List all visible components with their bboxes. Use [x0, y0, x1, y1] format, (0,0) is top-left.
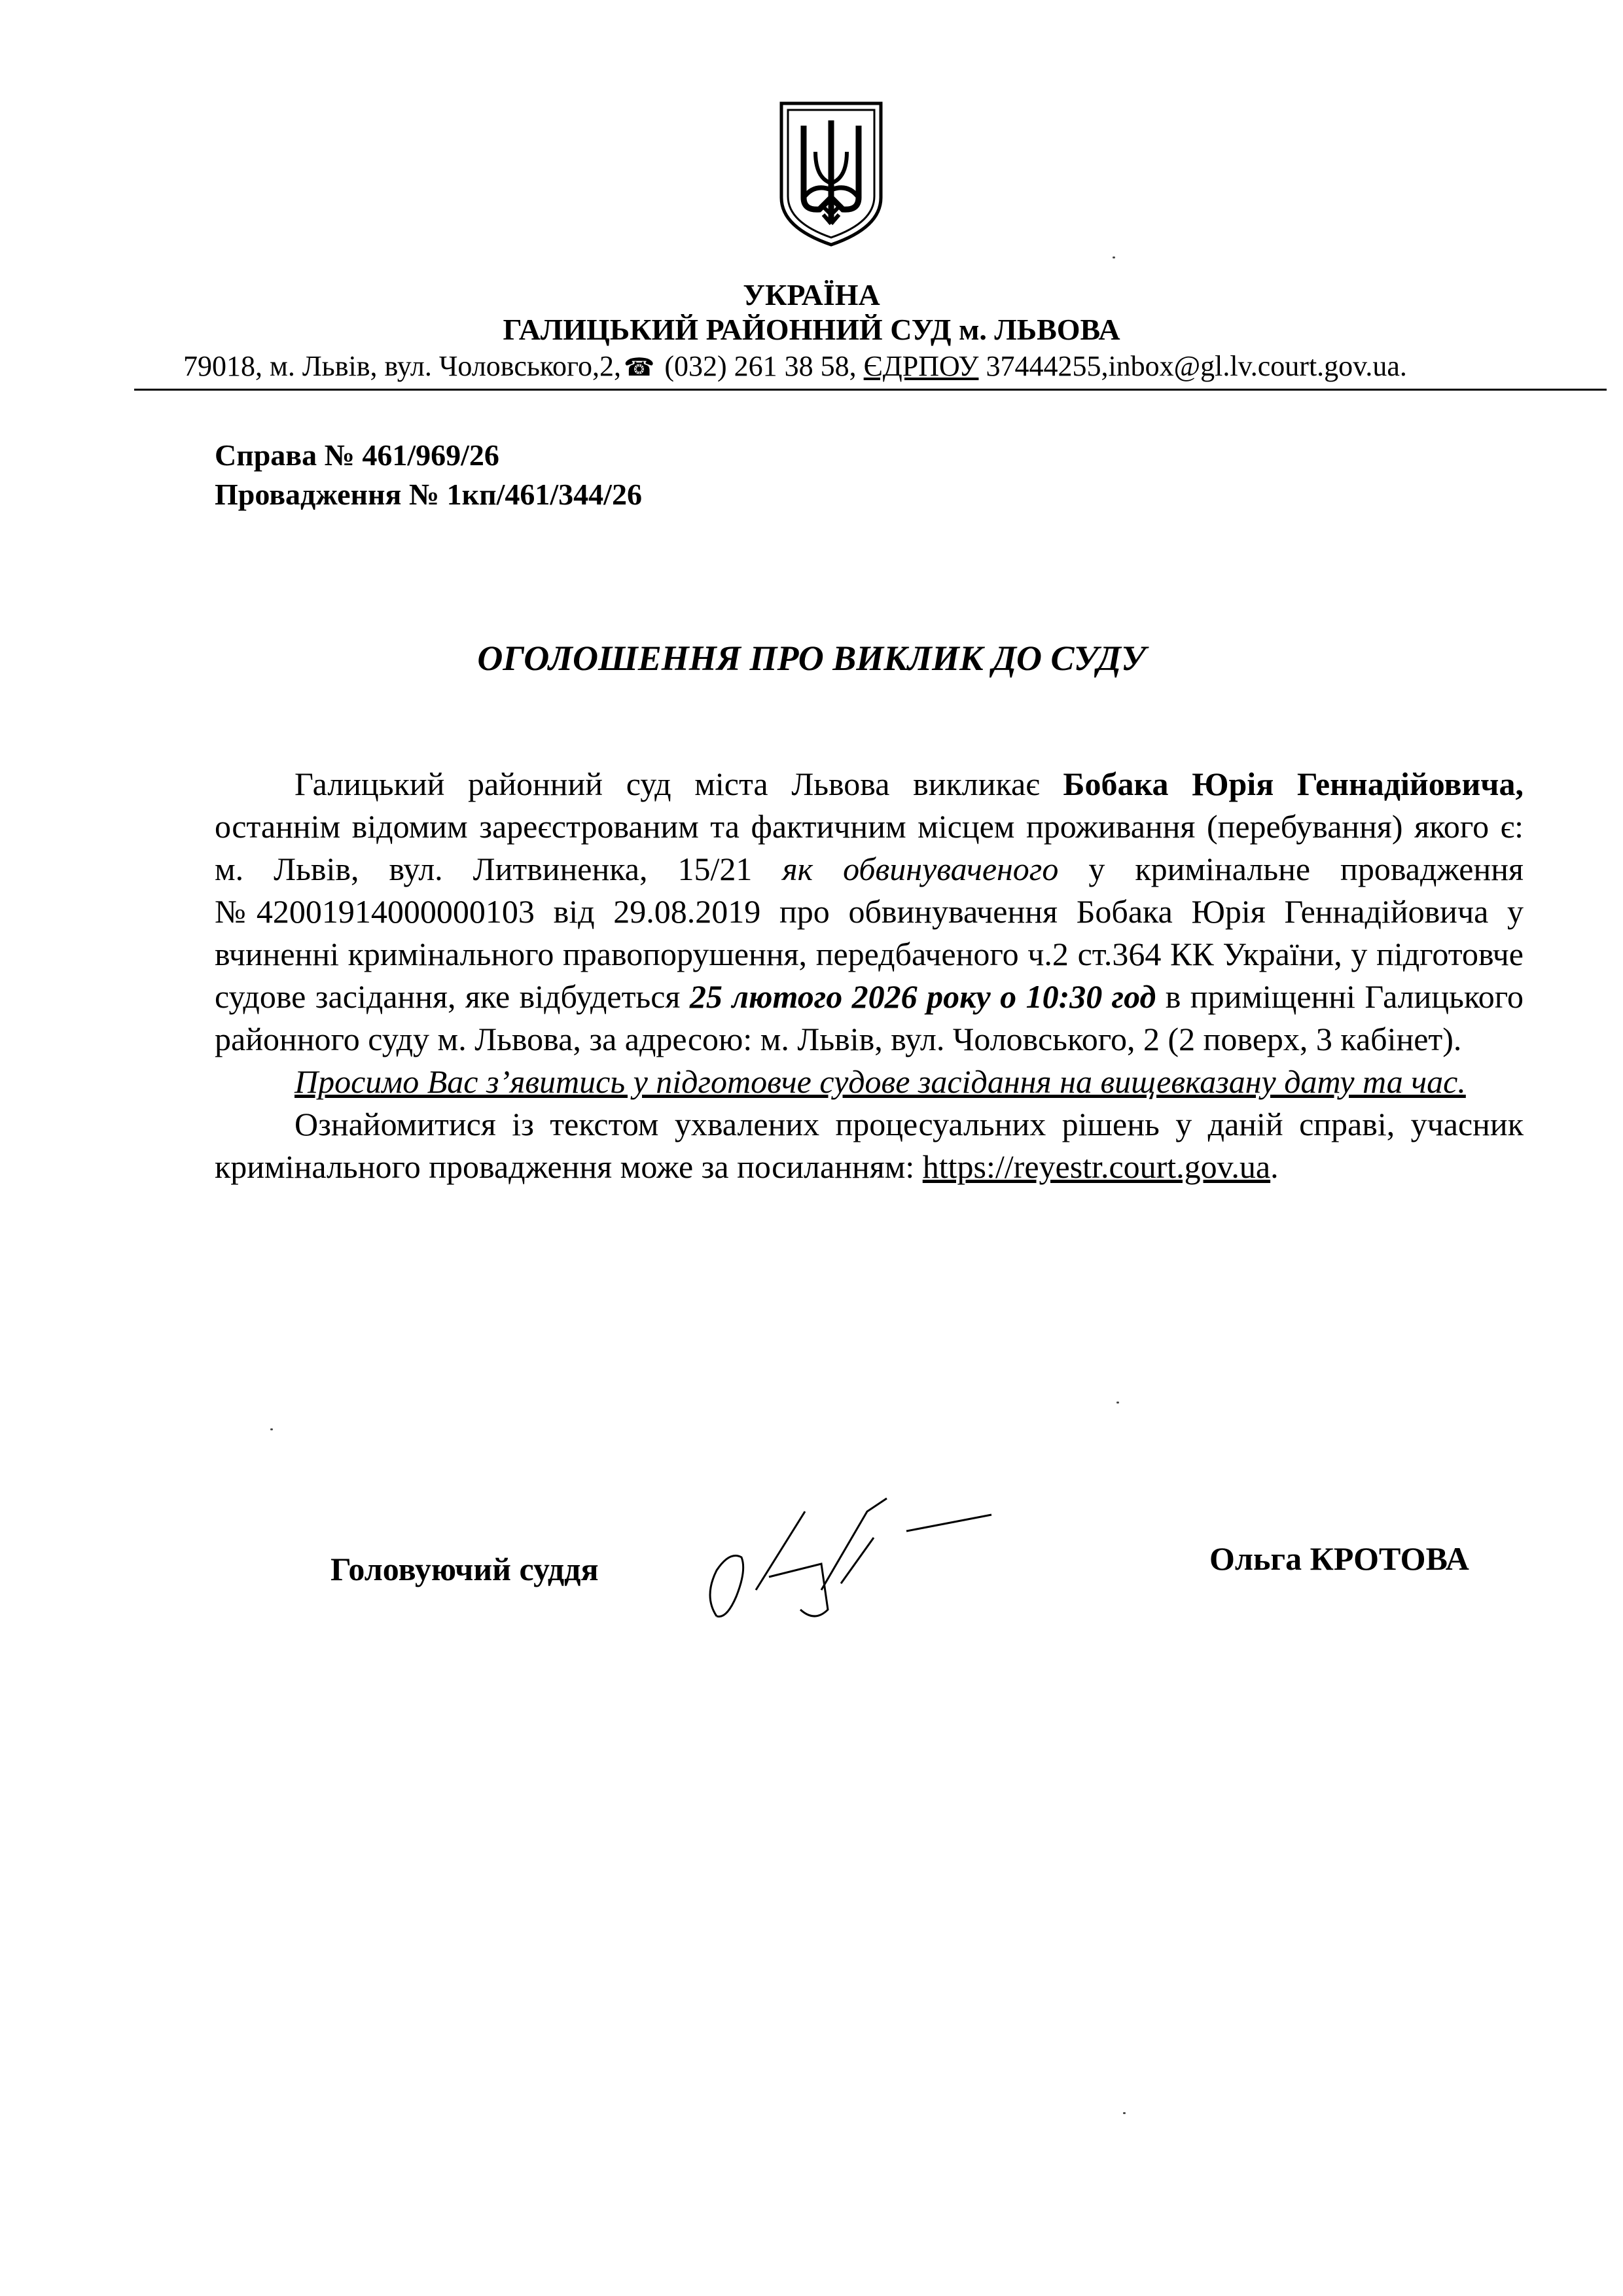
summons-text-charges: у кримінальне провадження №42001914000000103 від 29.08.2019 про обвинувачення Бобака Юрія Геннадійовича у вчиненні кримінального правопорушення, передбаченого ч.2 ст.364 КК України, у підготовче судове засідання, яке відбудеться	[215, 851, 1524, 1015]
judge-name: Ольга КРОТОВА	[1209, 1540, 1469, 1577]
hearing-datetime: 25 лютого 2026 року о 10:30 год	[689, 978, 1156, 1015]
scan-speck	[1123, 2112, 1126, 2114]
scan-speck	[1113, 256, 1115, 258]
summons-text-address: останнім відомим зареєстрованим та фактичним місцем проживання (перебування) якого є: м. Львів, вул. Литвиненка, 15/21	[215, 808, 1524, 887]
accused-name: Бобака Юрія Геннадійовича,	[1063, 766, 1524, 802]
notice-body	[215, 763, 1524, 1188]
edrpou-code-and-email: 37444255,inbox@gl.lv.court.gov.ua.	[978, 350, 1407, 382]
handwritten-signature	[690, 1485, 1011, 1629]
coat-of-arms-icon	[777, 99, 885, 249]
court-name-heading: ГАЛИЦЬКИЙ РАЙОННИЙ СУД м. ЛЬВОВА	[503, 313, 1120, 346]
summons-paragraph	[215, 763, 1524, 1061]
scan-speck	[270, 1428, 273, 1430]
header-divider	[134, 389, 1607, 391]
scan-speck	[1116, 1402, 1119, 1404]
court-address: 79018, м. Львів, вул. Чоловського,2,	[183, 350, 622, 382]
judge-role: Головуючий суддя	[330, 1551, 599, 1587]
telephone-icon: ☎	[624, 354, 655, 381]
document-title: ОГОЛОШЕННЯ ПРО ВИКЛИК ДО СУДУ	[477, 639, 1146, 678]
registry-text: Ознайомитися із текстом ухвалених процесуальних рішень у даній справі, учасник кримінального провадження може за посиланням:	[215, 1106, 1524, 1185]
summons-text-location: в приміщенні Галицького районного суду м. Львова, за адресою: м. Львів, вул. Чоловського, 2 (2 поверх, 3 кабінет).	[215, 978, 1524, 1057]
registry-text-end: .	[1270, 1148, 1279, 1185]
appearance-request	[215, 1061, 1524, 1103]
case-number: Справа № 461/969/26	[215, 438, 499, 472]
appearance-request-text: Просимо Вас з’явитись у підготовче судове засідання на вищевказану дату та час.	[294, 1063, 1466, 1100]
registry-link[interactable]: https://reyestr.court.gov.ua	[922, 1148, 1271, 1185]
edrpou-label: ЄДРПОУ	[863, 350, 979, 382]
registry-paragraph	[215, 1103, 1524, 1188]
summons-text-intro: Галицький районний суд міста Львова викликає	[294, 766, 1063, 802]
court-contact-line	[183, 349, 1571, 385]
country-heading: УКРАЇНА	[743, 278, 880, 311]
court-phone: (032) 261 38 58,	[657, 350, 857, 382]
proceeding-number: Провадження № 1кп/461/344/26	[215, 478, 642, 511]
accused-role: як обвинуваченого	[782, 851, 1059, 887]
